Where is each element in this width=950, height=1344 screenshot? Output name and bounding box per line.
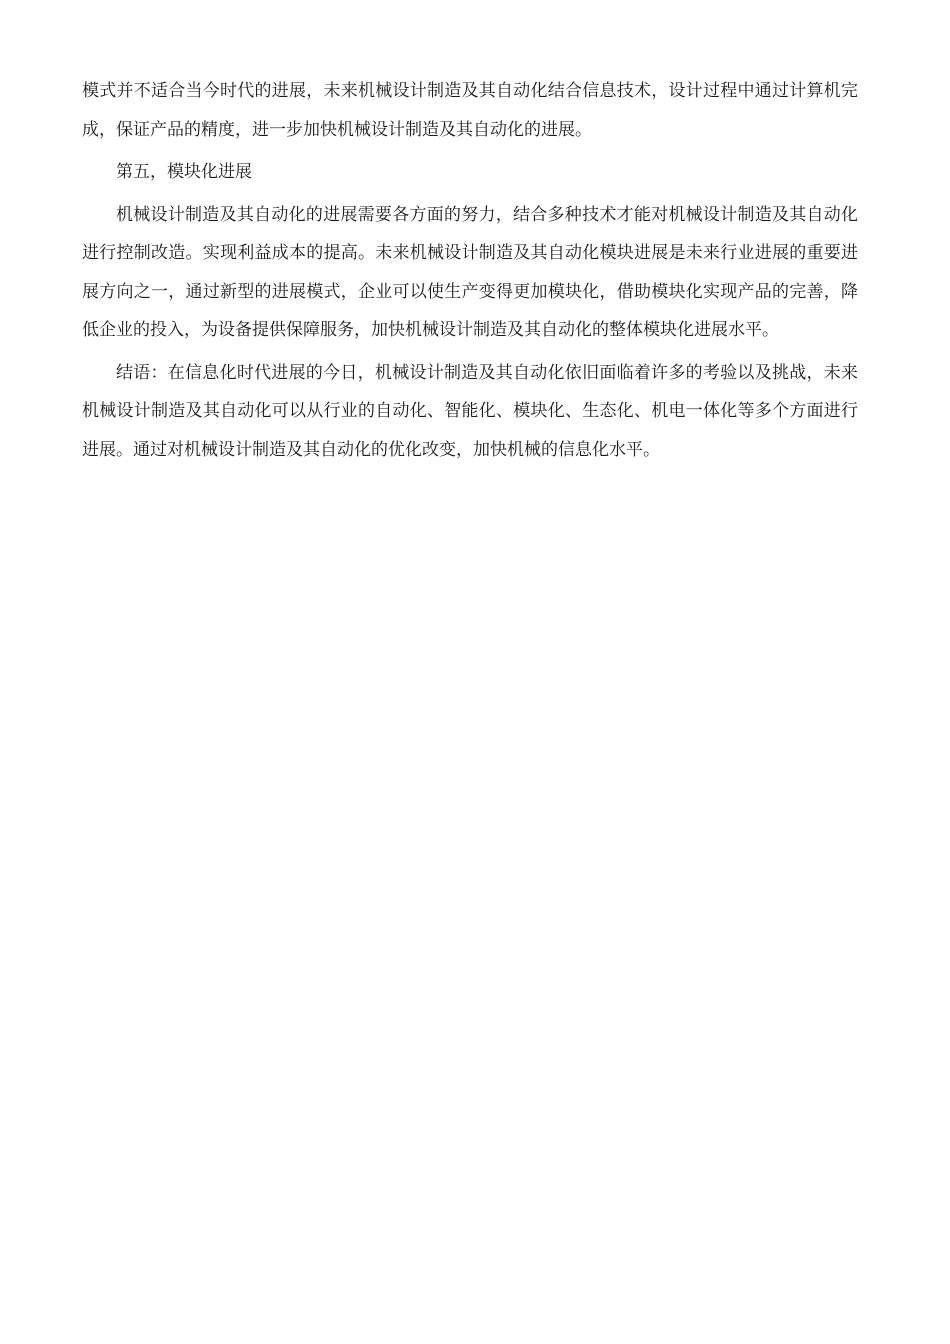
paragraph: 机械设计制造及其自动化的进展需要各方面的努力，结合多种技术才能对机械设计制造及其自动化进行控制改造。实现利益成本的提高。未来机械设计制造及其自动化模块进展是未来行业进展的重要进展方向之一，通过新型的进展模式，企业可以使生产变得更加模块化，借助模块化实现产品的完善，降低企业的投入，为设备提供保障服务，加快机械设计制造及其自动化的整体模块化进展水平。 <box>82 204 858 340</box>
paragraph-continued: 模式并不适合当今时代的进展，未来机械设计制造及其自动化结合信息技术，设计过程中通过计算机完成，保证产品的精度，进一步加快机械设计制造及其自动化的进展。 <box>82 81 858 140</box>
document-body <box>82 72 858 473</box>
section-heading: 第五，模块化进展 <box>116 162 252 182</box>
conclusion-paragraph: 结语：在信息化时代进展的今日，机械设计制造及其自动化依旧面临着许多的考验以及挑战，未来机械设计制造及其自动化可以从行业的自动化、智能化、模块化、生态化、机电一体化等多个方面进行进展。通过对机械设计制造及其自动化的优化改变，加快机械的信息化水平。 <box>82 362 858 460</box>
